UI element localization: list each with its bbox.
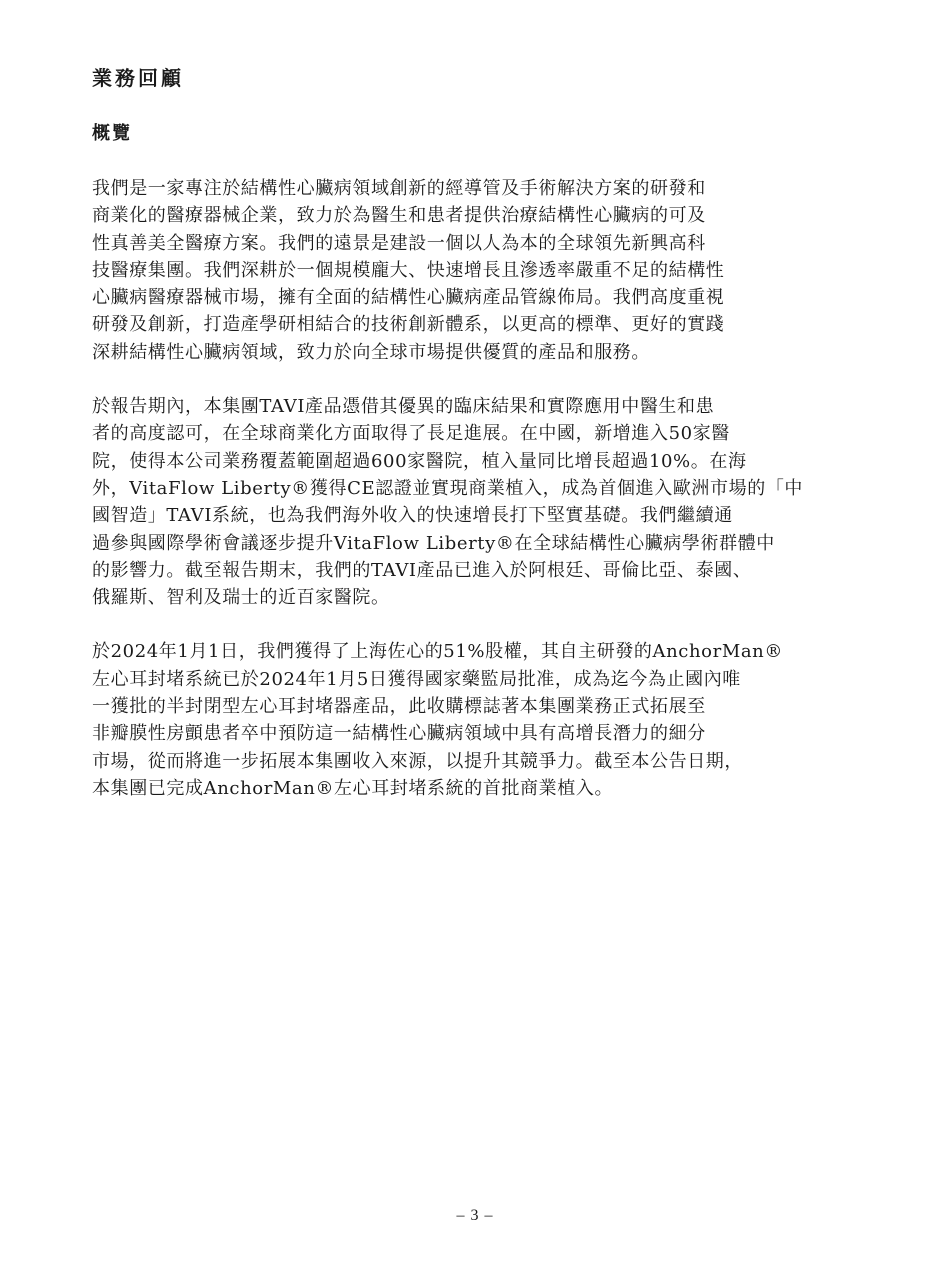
document-page — [92, 64, 862, 802]
paragraph-line: 俄羅斯、智利及瑞士的近百家醫院。 — [92, 587, 390, 609]
paragraph-line: 的影響力。截至報告期末，我們的TAVI產品已進入於阿根廷、哥倫比亞、泰國、 — [92, 559, 752, 581]
page-number: – 3 – — [456, 1207, 494, 1224]
paragraph-line: 市場，從而將進一步拓展本集團收入來源，以提升其競爭力。截至本公告日期， — [92, 750, 743, 772]
paragraph-line: 我們是一家專注於結構性心臟病領域創新的經導管及手術解決方案的研發和 — [92, 178, 706, 199]
paragraph-line: 者的高度認可，在全球商業化方面取得了長足進展。在中國，新增進入50家醫 — [92, 423, 730, 445]
paragraph-line: 院，使得本公司業務覆蓋範圍超過600家醫院，植入量同比增長超過10%。在海 — [92, 450, 747, 472]
paragraph-line: 技醫療集團。我們深耕於一個規模龐大、快速增長且滲透率嚴重不足的結構性 — [92, 259, 725, 281]
paragraph-line: 過參與國際學術會議逐步提升VitaFlow Liberty®在全球結構性心臟病學術群體中 — [92, 532, 775, 554]
paragraph-line: 外，VitaFlow Liberty®獲得CE認證並實現商業植入，成為首個進入歐洲市場的「中 — [92, 477, 804, 499]
paragraph-line: 深耕結構性心臟病領域，致力於向全球市場提供優質的產品和服務。 — [92, 341, 650, 363]
paragraph-line: 國智造」TAVI系統，也為我們海外收入的快速增長打下堅實基礎。我們繼續通 — [92, 505, 733, 527]
paragraph-acquisition — [92, 638, 862, 802]
paragraph-line: 於報告期內，本集團TAVI產品憑借其優異的臨床結果和實際應用中醫生和患 — [92, 396, 715, 418]
paragraph-line: 一獲批的半封閉型左心耳封堵器產品，此收購標誌著本集團業務正式拓展至 — [92, 696, 706, 718]
paragraph-line: 非瓣膜性房顫患者卒中預防這一結構性心臟病領域中具有高增長潛力的細分 — [92, 723, 706, 745]
paragraph-line: 本集團已完成AnchorMan®左心耳封堵系統的首批商業植入。 — [92, 777, 614, 799]
paragraph-line: 左心耳封堵系統已於2024年1月5日獲得國家藥監局批准，成為迄今為止國內唯 — [92, 668, 741, 690]
section-title: 業務回顧 — [92, 66, 184, 90]
paragraph-overview — [92, 175, 862, 366]
paragraph-line: 心臟病醫療器械市場，擁有全面的結構性心臟病產品管線佈局。我們高度重視 — [92, 287, 725, 309]
paragraph-line: 商業化的醫療器械企業，致力於為醫生和患者提供治療結構性心臟病的可及 — [92, 205, 706, 227]
paragraph-tavi-progress — [92, 393, 862, 611]
paragraph-line: 於2024年1月1日，我們獲得了上海佐心的51%股權，其自主研發的AnchorMan® — [92, 641, 783, 663]
paragraph-line: 性真善美全醫療方案。我們的遠景是建設一個以人為本的全球領先新興高科 — [92, 232, 706, 254]
paragraph-line: 研發及創新，打造產學研相結合的技術創新體系，以更高的標準、更好的實踐 — [92, 314, 725, 336]
subsection-title: 概覽 — [92, 123, 132, 144]
